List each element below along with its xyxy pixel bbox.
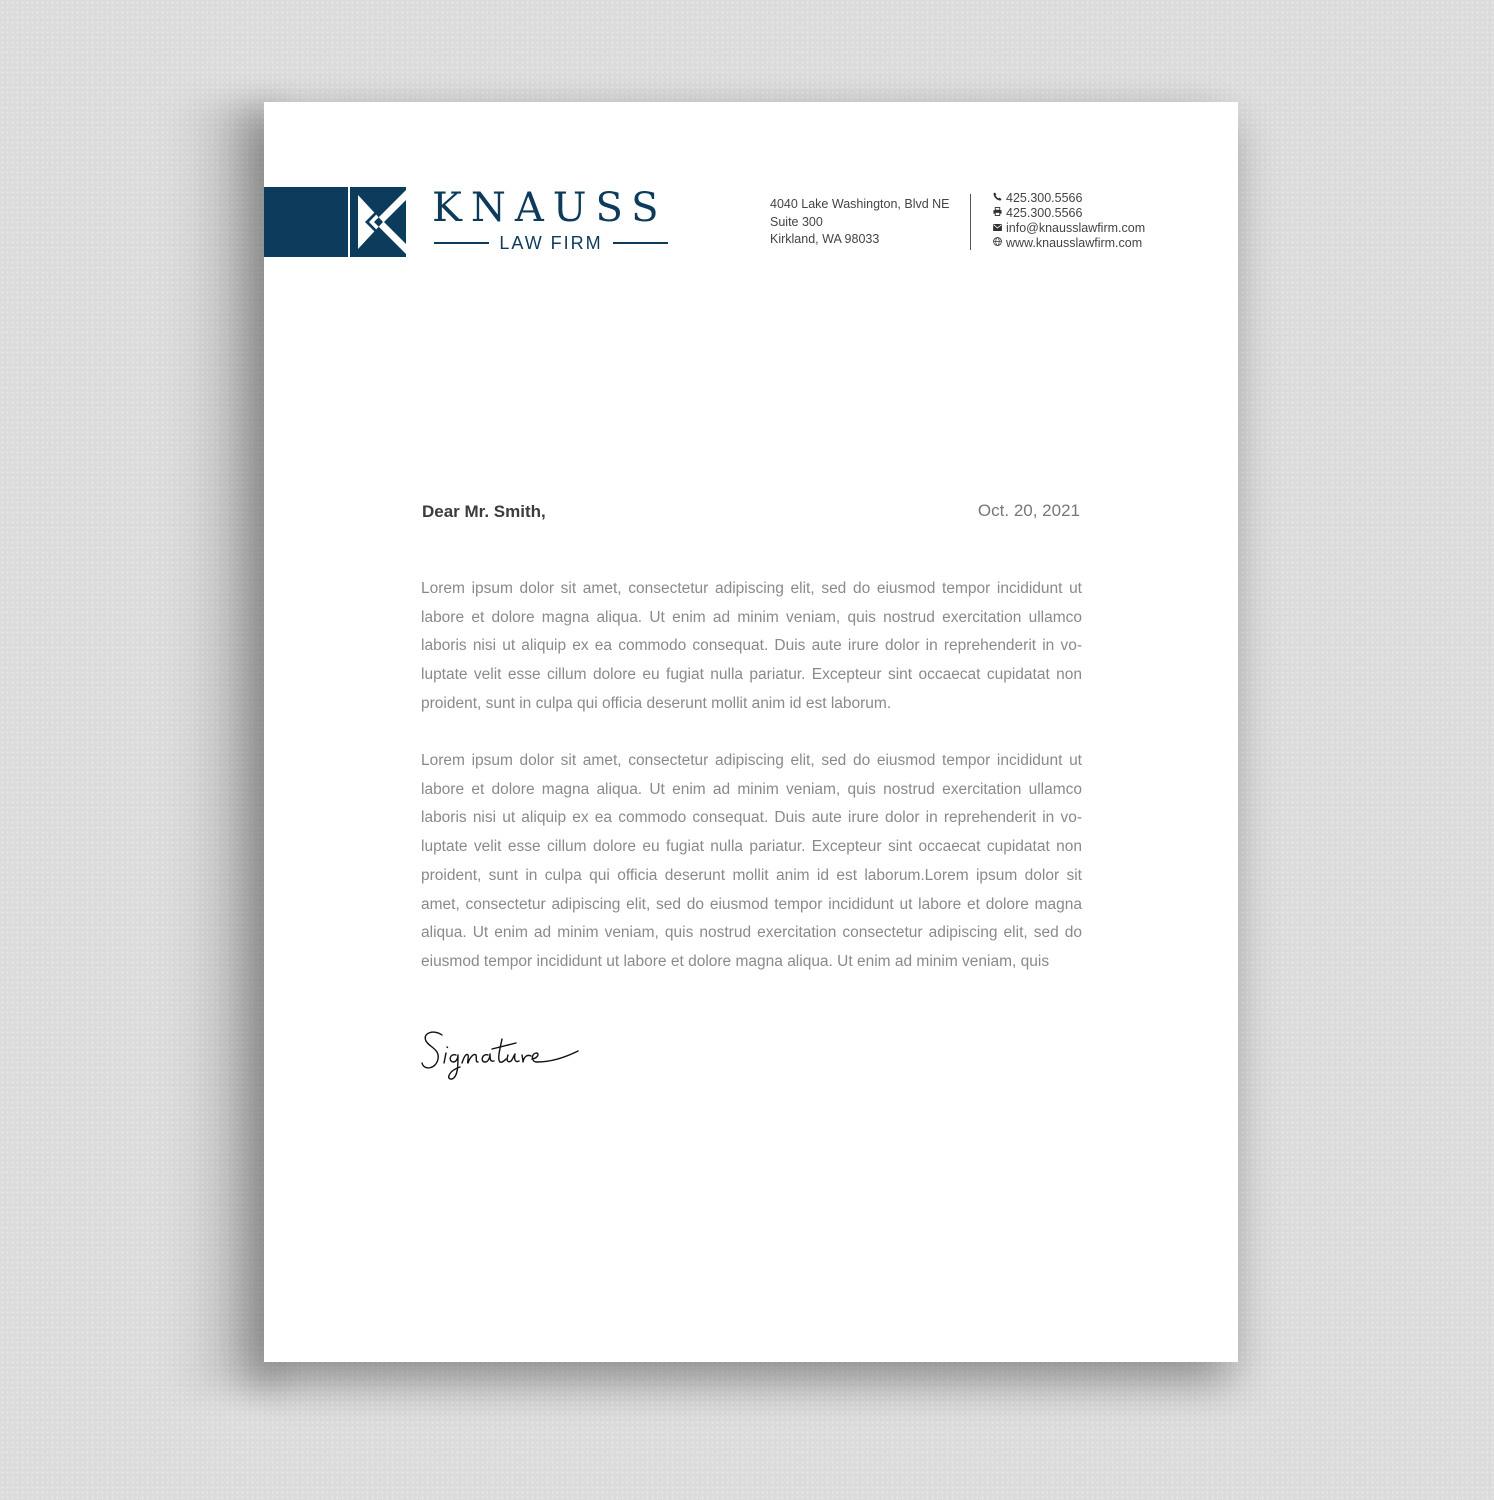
logo-k-icon [350,187,406,257]
body-paragraph: Lorem ipsum dolor sit amet, consectetur adipiscing elit, sed do eiusmod tempor incididunt ut labore et dolore magna aliqua. Ut enim ad minim veniam, quis nostrud exercitation ullamco laboris nisi ut aliquip ex ea commodo consequat. Duis aute irure dolor in reprehenderit in vo-luptate velit esse cillum dolore eu fugiat nulla pariatur. Excepteur sint occaecat cupidatat non proident, sunt in culpa qui officia deserunt mollit anim id est laborum. [421,580,1082,712]
salutation: Dear Mr. Smith, [422,502,546,521]
address-line: 4040 Lake Washington, Blvd NE [770,197,950,211]
body-paragraph: Lorem ipsum dolor sit amet, consectetur adipiscing elit, sed do eiusmod tempor incididunt ut labore et dolore magna aliqua. Ut enim ad minim veniam, quis nostrud exercitation ullamco laboris nisi ut aliquip ex ea commodo consequat. Duis aute irure dolor in reprehenderit in vo-luptate velit esse cillum dolore eu fugiat nulla pariatur. Excepteur sint occaecat cupidatat non proident, sunt in culpa qui officia deserunt mollit anim id est laborum.Lorem ipsum dolor sit amet, consectetur adipiscing elit, sed do eiusmod tempor incididunt ut labore et dolore magna aliqua. Ut enim ad minim veniam, quis nostrud exercitation consectetur adipiscing elit, sed do eiusmod tempor incididunt ut labore et dolore magna aliqua. Ut enim ad minim veniam, quis [421,752,1082,970]
phone-number: 425.300.5566 [1006,191,1083,205]
contact-row-website [992,236,1145,251]
contact-block [992,191,1145,251]
vertical-divider [970,194,971,250]
printer-icon [992,206,1002,221]
address-block [770,196,950,249]
address-line: Suite 300 [770,214,823,229]
divider [613,242,668,244]
divider [434,242,489,244]
fax-number: 425.300.5566 [1006,206,1083,220]
letterhead-page [264,102,1238,1362]
email-address: info@knausslawfirm.com [1006,221,1146,235]
brand-subtitle-row [434,232,668,254]
brand-subtitle: LAW FIRM [499,232,603,253]
signature-image [420,1027,582,1083]
logo-bar [264,187,348,257]
contact-row-email [992,221,1145,236]
address-line: Kirkland, WA 98033 [770,232,880,246]
brand-name: KNAUSS [432,185,668,231]
contact-row-phone [992,191,1145,206]
globe-icon [992,236,1002,251]
website-url: www.knausslawfirm.com [1006,236,1143,250]
contact-row-fax [992,206,1145,221]
phone-icon [992,191,1002,206]
letter-date: Oct. 20, 2021 [977,501,1080,520]
envelope-icon [992,221,1002,236]
